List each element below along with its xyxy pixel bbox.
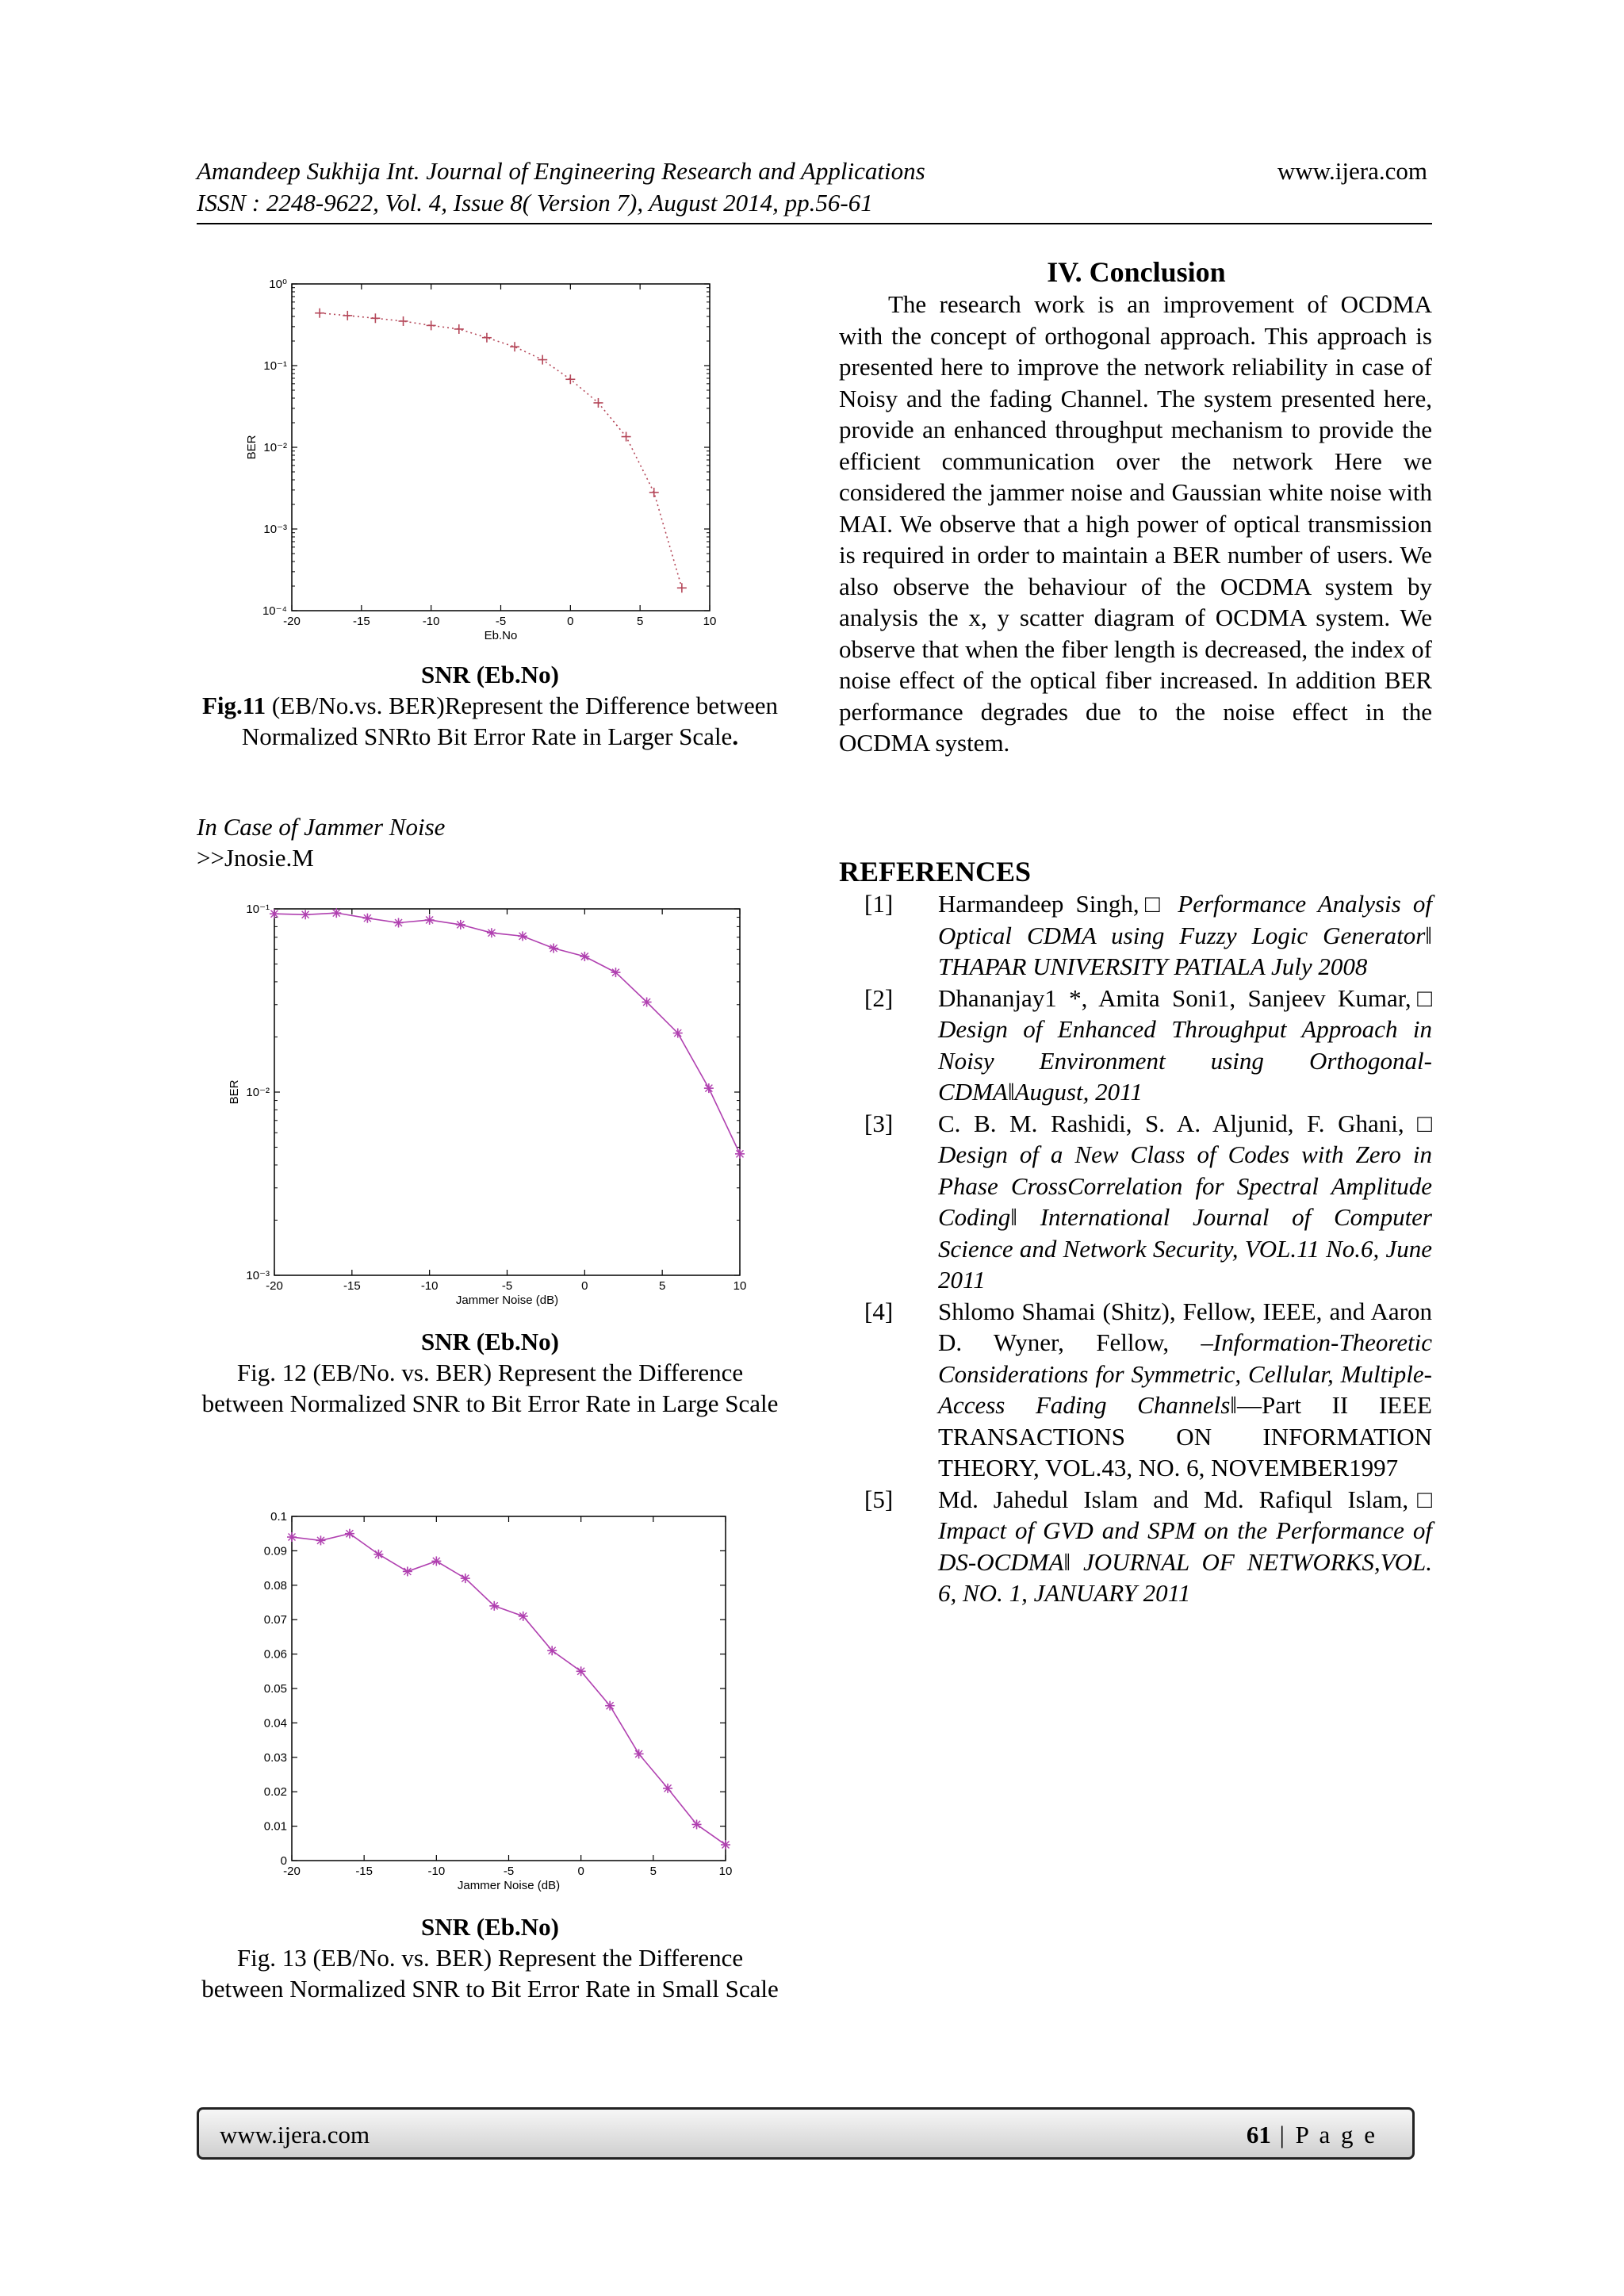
x-tick-label: 0 xyxy=(577,1865,584,1878)
data-point xyxy=(287,1532,297,1542)
y-axis-label: BER xyxy=(245,435,259,460)
data-point xyxy=(580,952,589,961)
running-header-title: Amandeep Sukhija Int. Journal of Engineering Research and Applications xyxy=(197,157,925,185)
plot-area xyxy=(292,284,710,611)
data-point xyxy=(461,1573,470,1583)
reference-item xyxy=(839,1108,1432,1296)
reference-authors: Shlomo Shamai (Shitz), Fellow, IEEE, and Aaron D. Wyner, Fellow, – xyxy=(938,1297,1432,1356)
x-tick-label: -5 xyxy=(503,1865,515,1878)
reference-number: [5] xyxy=(864,1485,894,1513)
footer-url[interactable]: www.ijera.com xyxy=(220,2121,370,2148)
references-heading: REFERENCES xyxy=(839,856,1032,887)
running-header-issn: ISSN : 2248-9622, Vol. 4, Issue 8( Version 7), August 2014, pp.56-61 xyxy=(197,189,873,217)
fig11-chart xyxy=(238,270,730,650)
reference-authors: Harmandeep Singh,□ xyxy=(938,890,1178,918)
fig11-caption-label: Fig.11 xyxy=(201,692,266,719)
y-tick-label: 10⁻² xyxy=(263,441,287,454)
x-tick-label: -10 xyxy=(427,1865,446,1878)
data-point xyxy=(425,915,435,925)
data-point xyxy=(431,1556,441,1566)
x-tick-label: -15 xyxy=(355,1865,373,1878)
x-axis-label: Eb.No xyxy=(484,629,518,642)
data-point xyxy=(345,1529,354,1539)
fig11-caption-text: (EB/No.vs. BER)Represent the Difference between Normalized SNRto Bit Error Rate in Larger Scale xyxy=(241,692,778,750)
y-tick-label: 10⁻² xyxy=(246,1086,270,1099)
conclusion-body: The research work is an improvement of OCDMA with the concept of orthogonal approach. This approach is presented here to improve the network reliability in case of Noisy and the fading Channel. The system presented here, provide an enhanced throughput mechanism to provide the efficient communication over the network Here we considered the jammer noise and Gaussian white noise with MAI. We observe that a high power of optical transmission is required in order to maintain a BER number of users. We also observe the behaviour of the OCDMA system by analysis the x, y scatter diagram of OCDMA system. We observe that when the fiber length is decreased, the index of noise effect of the optical fiber increased. In addition BER performance degrades due to the noise effect in the OCDMA system. xyxy=(839,290,1432,757)
x-tick-label: -15 xyxy=(352,615,370,628)
fig11-caption-end: . xyxy=(732,723,739,750)
y-tick-label: 0.04 xyxy=(263,1716,287,1731)
reference-item xyxy=(839,1484,1432,1609)
x-tick-label: 0 xyxy=(567,615,574,628)
data-point xyxy=(692,1819,702,1829)
fig11-caption xyxy=(197,690,783,752)
data-point xyxy=(642,997,652,1006)
header-rule xyxy=(197,223,1432,224)
x-tick-label: 5 xyxy=(649,1865,657,1878)
y-tick-label: 0.01 xyxy=(263,1819,287,1834)
reference-title: Design of a New Class of Codes with Zero in Phase CrossCorrelation for Spectral Amplitude Coding‖ International Journal of Computer Science and Network Security, VOL.11 No.6, June 2011 xyxy=(938,1140,1432,1294)
data-point xyxy=(403,1566,412,1576)
data-point xyxy=(489,1601,499,1611)
fig12-snr-label: SNR (Eb.No) xyxy=(421,1328,559,1355)
data-point xyxy=(735,1149,745,1159)
data-point xyxy=(547,1646,557,1655)
y-tick-label: 10⁻⁴ xyxy=(262,604,287,618)
conclusion-title: IV. Conclusion xyxy=(1047,256,1226,288)
data-point xyxy=(487,928,496,937)
page-footer xyxy=(197,2107,1415,2160)
data-point xyxy=(456,920,465,930)
x-tick-label: 10 xyxy=(718,1865,733,1878)
data-point xyxy=(394,918,404,927)
plot-area xyxy=(292,1516,726,1861)
data-point xyxy=(673,1029,683,1038)
x-tick-label: -20 xyxy=(266,1279,283,1293)
y-tick-label: 0 xyxy=(280,1854,287,1868)
fig12-chart xyxy=(220,895,760,1317)
y-tick-label: 0.08 xyxy=(263,1578,287,1593)
reference-title: Design of Enhanced Throughput Approach in Noisy Environment using Orthogonal-CDMA‖August, 2011 xyxy=(938,1015,1432,1106)
data-point xyxy=(576,1666,586,1676)
y-tick-label: 10⁻¹ xyxy=(263,359,287,373)
x-tick-label: -10 xyxy=(422,615,440,628)
x-axis-label: Jammer Noise (dB) xyxy=(455,1294,559,1307)
jammer-noise-code: >>Jnosie.M xyxy=(197,844,314,872)
x-tick-label: -20 xyxy=(283,1865,301,1878)
x-axis-label: Jammer Noise (dB) xyxy=(457,1879,561,1892)
reference-item xyxy=(839,888,1432,983)
references-list xyxy=(839,888,1432,1609)
reference-authors: Dhananjay1 *, Amita Soni1, Sanjeev Kumar,□ xyxy=(938,983,1432,1012)
data-point xyxy=(605,1701,615,1711)
reference-title: Information-Theoretic Considerations for Symmetric, Cellular, Multiple-Access Fading Channels‖ xyxy=(938,1328,1432,1419)
y-tick-label: 10⁰ xyxy=(269,278,287,291)
data-point xyxy=(663,1784,672,1793)
x-tick-label: 0 xyxy=(581,1279,588,1293)
y-tick-label: 10⁻³ xyxy=(263,523,287,536)
x-tick-label: 5 xyxy=(636,615,644,628)
fig13-chart xyxy=(238,1502,745,1903)
fig11-snr-label: SNR (Eb.No) xyxy=(421,661,559,688)
data-point xyxy=(634,1749,644,1758)
reference-item xyxy=(839,983,1432,1108)
reference-number: [4] xyxy=(864,1297,894,1325)
data-point xyxy=(518,931,527,941)
data-point xyxy=(316,1535,325,1545)
x-tick-label: -5 xyxy=(501,1279,513,1293)
y-tick-label: 0.07 xyxy=(263,1613,287,1627)
x-tick-label: -5 xyxy=(495,615,507,628)
x-tick-label: 5 xyxy=(658,1279,666,1293)
running-header-url[interactable]: www.ijera.com xyxy=(1277,157,1427,185)
reference-number: [3] xyxy=(864,1109,894,1137)
data-point xyxy=(362,914,372,923)
reference-number: [2] xyxy=(864,983,894,1012)
y-tick-label: 0.05 xyxy=(263,1682,287,1696)
data-point xyxy=(704,1083,714,1093)
reference-title: Impact of GVD and SPM on the Performance of DS-OCDMA‖ JOURNAL OF NETWORKS,VOL. 6, NO. 1, JANUARY 2011 xyxy=(938,1516,1432,1607)
y-axis-label: BER xyxy=(228,1079,241,1105)
reference-title: Performance Analysis of Optical CDMA using Fuzzy Logic Generator‖ THAPAR UNIVERSITY PATIALA July 2008 xyxy=(938,890,1432,980)
fig13-caption: Fig. 13 (EB/No. vs. BER) Represent the Difference between Normalized SNR to Bit Error Rate in Small Scale xyxy=(201,1944,779,2003)
x-tick-label: 10 xyxy=(733,1279,747,1293)
data-point xyxy=(301,910,310,919)
reference-item xyxy=(839,1296,1432,1484)
data-point xyxy=(270,909,279,918)
y-tick-label: 0.03 xyxy=(263,1750,287,1765)
x-tick-label: -20 xyxy=(283,615,301,628)
y-tick-label: 0.09 xyxy=(263,1544,287,1558)
data-point xyxy=(549,944,558,953)
data-point xyxy=(611,968,620,977)
y-tick-label: 0.06 xyxy=(263,1647,287,1662)
y-tick-label: 0.02 xyxy=(263,1785,287,1800)
x-tick-label: 10 xyxy=(703,615,717,628)
y-tick-label: 10⁻¹ xyxy=(246,903,270,916)
data-point xyxy=(721,1840,730,1849)
jammer-noise-heading: In Case of Jammer Noise xyxy=(197,813,446,841)
data-point xyxy=(519,1612,528,1621)
footer-page-number: 61 | P a g e xyxy=(1246,2121,1377,2148)
y-tick-label: 10⁻³ xyxy=(246,1269,270,1282)
fig12-caption: Fig. 12 (EB/No. vs. BER) Represent the Difference between Normalized SNR to Bit Error Rate in Large Scale xyxy=(201,1359,779,1417)
y-tick-label: 0.1 xyxy=(270,1510,287,1524)
x-tick-label: -10 xyxy=(420,1279,439,1293)
reference-number: [1] xyxy=(864,890,894,918)
fig13-snr-label: SNR (Eb.No) xyxy=(421,1913,559,1941)
plot-area xyxy=(274,909,740,1275)
data-point xyxy=(373,1550,383,1559)
reference-tail: —Part II IEEE TRANSACTIONS ON INFORMATION THEORY, VOL.43, NO. 6, NOVEMBER1997 xyxy=(938,1391,1432,1481)
x-tick-label: -15 xyxy=(343,1279,361,1293)
data-point xyxy=(331,908,341,918)
reference-authors: Md. Jahedul Islam and Md. Rafiqul Islam,□ xyxy=(938,1485,1432,1513)
reference-authors: C. B. M. Rashidi, S. A. Aljunid, F. Ghani, □ xyxy=(938,1109,1432,1137)
